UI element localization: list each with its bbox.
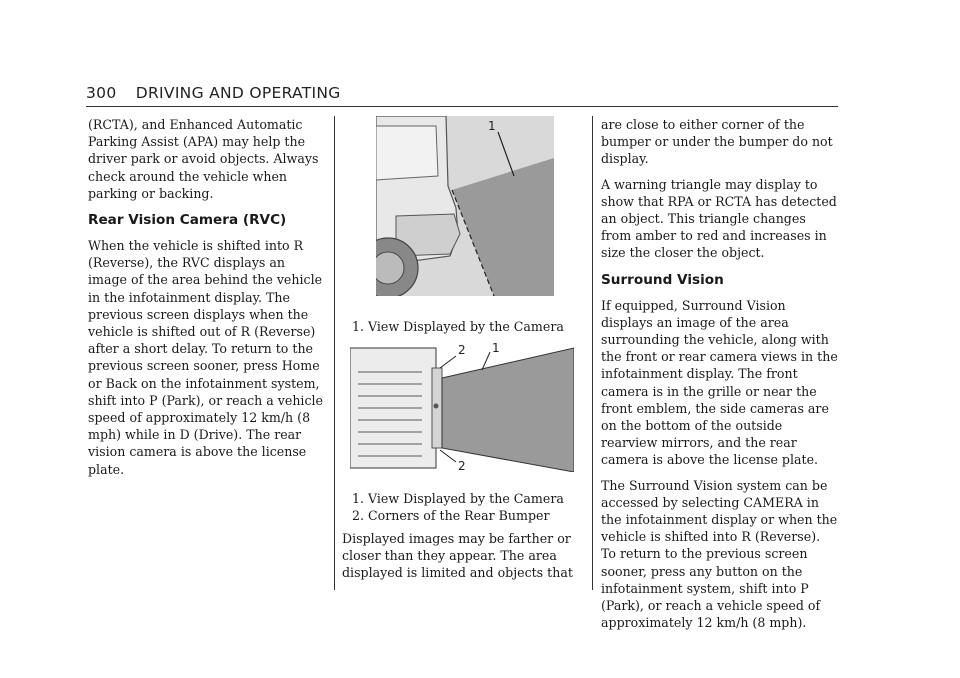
section-heading-rvc: Rear Vision Camera (RVC) <box>88 212 287 229</box>
rear-window <box>376 126 438 180</box>
caption-item: 1. View Displayed by the Camera <box>352 319 564 334</box>
paragraph: If equipped, Surround Vision displays an image of the area surrounding the vehicle, along with the front or rear camera views in the infotainment display. The front camera is in the grille or near the front emblem, the side cameras are on the bottom of the outside rearview mirrors, and the rear camera is above the license plate. <box>601 297 838 468</box>
callout-2-bottom: 2 <box>458 459 466 472</box>
callout-2-top: 2 <box>458 343 466 357</box>
column-3 <box>601 116 839 639</box>
header-rule <box>86 106 838 107</box>
callout-line <box>440 450 456 462</box>
figure-2-caption <box>352 490 582 524</box>
paragraph: are close to either corner of the bumper or under the bumper do not display. <box>601 117 833 167</box>
figure-rear-camera-view <box>376 116 554 296</box>
figure-1-caption <box>352 318 582 335</box>
paragraph: A warning triangle may display to show that RPA or RCTA has detected an object. This triangle changes from amber to red and increases in size the closer the object. <box>601 176 837 261</box>
wheel-hub <box>376 252 404 284</box>
rear-view-illustration <box>376 116 554 296</box>
paragraph: The Surround Vision system can be accessed by selecting CAMERA in the infotainment display or when the vehicle is shifted into R (Reverse). To return to the previous screen sooner, press any button on the infotainment system, shift into P (Park), or reach a vehicle speed of approximately 12 km/h (8 mph). <box>601 477 838 631</box>
column-divider-1 <box>334 116 335 590</box>
paragraph: (RCTA), and Enhanced Automatic Parking Assist (APA) may help the driver park or avoid objects. Always check around the vehicle when parking or backing. <box>88 117 319 201</box>
top-view-illustration <box>350 340 574 472</box>
paragraph: Displayed images may be farther or closer than they appear. The area displayed is limited and objects that <box>342 531 573 581</box>
camera-view-area <box>442 348 574 472</box>
callout-1: 1 <box>488 119 496 133</box>
column-2-text <box>342 530 582 590</box>
page-header <box>86 84 838 106</box>
callout-1: 1 <box>492 341 500 355</box>
camera-dot <box>434 404 439 409</box>
callout-line <box>440 356 456 368</box>
figure-top-view <box>350 340 574 472</box>
page-number: 300 <box>86 84 117 102</box>
caption-item: 1. View Displayed by the Camera <box>352 491 564 506</box>
section-title: DRIVING AND OPERATING <box>135 84 341 102</box>
column-divider-2 <box>592 116 593 590</box>
paragraph: When the vehicle is shifted into R (Reverse), the RVC displays an image of the area behind the vehicle in the infotainment display. The previous screen displays when the vehicle is shifted out of R (Reverse) after a short delay. To return to the previous screen sooner, press Home or Back on the infotainment system, shift into P (Park), or reach a vehicle speed of approximately 12 km/h (8 mph) while in D (Drive). The rear vision camera is above the license plate. <box>88 238 323 477</box>
column-1 <box>88 116 324 486</box>
section-heading-surround-vision: Surround Vision <box>601 271 724 288</box>
caption-item: 2. Corners of the Rear Bumper <box>352 508 550 524</box>
